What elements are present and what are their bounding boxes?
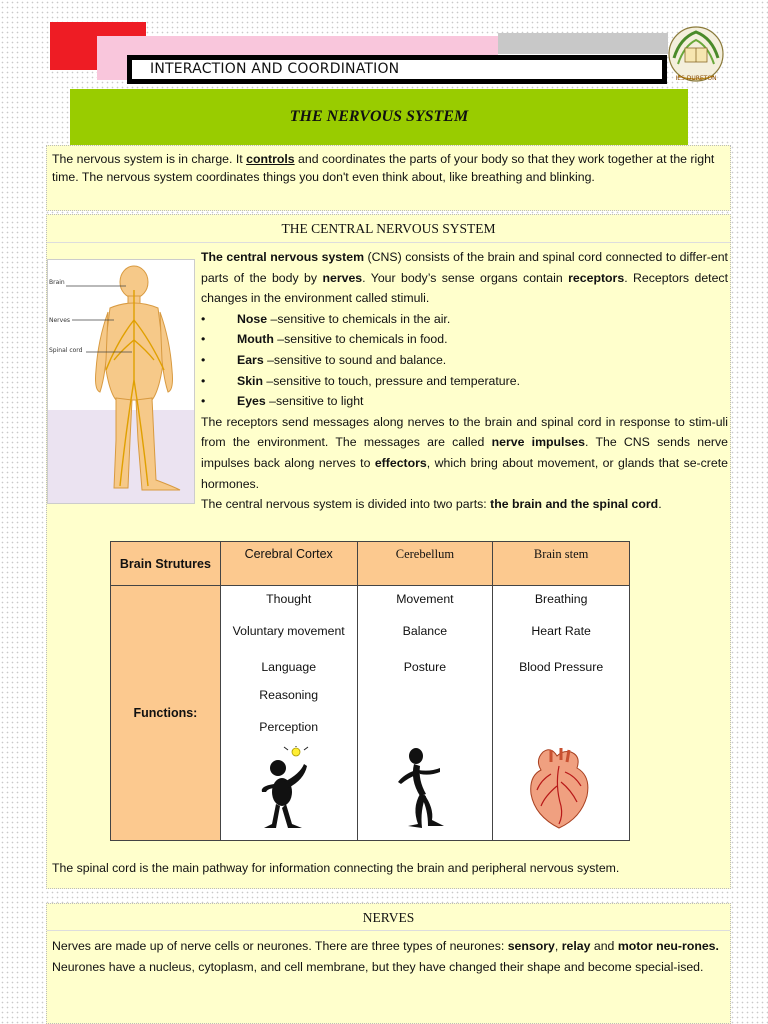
- list-item: Thought: [266, 592, 312, 606]
- cns-heading: THE CENTRAL NERVOUS SYSTEM: [47, 216, 730, 243]
- list-item: Breathing: [534, 592, 588, 606]
- list-item: • Mouth –sensitive to chemicals in food.: [201, 329, 728, 350]
- section-title: INTERACTION AND COORDINATION: [150, 61, 400, 77]
- table-corner-header: Brain Strutures: [111, 542, 221, 586]
- list-item: Language: [261, 660, 317, 674]
- nervous-system-figure: [47, 259, 195, 504]
- table-row: [111, 586, 630, 841]
- cns-paragraph-2: The receptors send messages along nerves to the brain and spinal cord in response to stim-uli from the environment. The messages are called nerve impulses. The CNS sends nerve impulses back along nerves to effectors, which bring about movement, or glands that se-crete hormones.: [201, 414, 729, 491]
- list-item: Posture: [403, 660, 447, 674]
- list-item: Movement: [396, 592, 454, 606]
- nerves-heading: NERVES: [47, 905, 730, 931]
- controls-link[interactable]: controls: [246, 152, 295, 166]
- figure-label-nerves: Nerves: [49, 317, 71, 324]
- school-logo: [666, 24, 726, 88]
- column-header-cerebral-cortex: Cerebral Cortex: [220, 542, 357, 586]
- figure-label-brain: Brain: [49, 279, 65, 286]
- page-title: THE NERVOUS SYSTEM: [289, 108, 469, 125]
- figure-label-spinal-cord: Spinal cord: [49, 347, 83, 354]
- header-grey-band: [498, 33, 668, 54]
- svg-text:IES DURETON: IES DURETON: [675, 75, 717, 82]
- heart-image: [493, 746, 629, 836]
- cerebellum-functions: [357, 586, 493, 841]
- column-header-brain-stem: Brain stem: [493, 542, 630, 586]
- intro-paragraph: The nervous system is in charge. It controls and coordinates the parts of your body so that they work together at the right time. The nervous system coordinates things you don't even think about, like breathing and blinking.: [52, 152, 715, 184]
- nerves-body-text: [52, 936, 727, 977]
- nerves-paragraph-2: Neurones have a nucleus, cytoplasm, and cell membrane, but they have changed their shape and become special-ised.: [52, 959, 704, 974]
- brain-stem-functions: [493, 586, 630, 841]
- page-title-banner: [70, 89, 688, 145]
- list-item: • Ears –sensitive to sound and balance.: [201, 350, 728, 371]
- brain-structures-table: [110, 541, 630, 841]
- cns-paragraph-3: The central nervous system is divided into two parts: the brain and the spinal cord.: [201, 497, 662, 512]
- list-item: • Nose –sensitive to chemicals in the air.: [201, 309, 728, 330]
- list-item: • Skin –sensitive to touch, pressure and temperature.: [201, 371, 728, 392]
- sense-organs-list: [201, 309, 728, 412]
- spinal-cord-note: The spinal cord is the main pathway for information connecting the brain and peripheral nervous system.: [52, 861, 620, 875]
- list-item: Balance: [402, 624, 448, 638]
- nerves-paragraph-1: Nerves are made up of nerve cells or neurones. There are three types of neurones: sensory, relay and motor neu-rones.: [52, 939, 719, 953]
- cerebral-cortex-functions: [220, 586, 357, 841]
- list-item: Voluntary movement: [232, 624, 345, 638]
- functions-row-label: Functions:: [111, 586, 221, 841]
- list-item: Reasoning: [259, 688, 319, 702]
- column-header-cerebellum: Cerebellum: [357, 542, 493, 586]
- cns-body-text: [201, 247, 728, 515]
- list-item: • Eyes –sensitive to light: [201, 391, 728, 412]
- list-item: Heart Rate: [531, 624, 591, 638]
- thinking-figure-image: [221, 746, 357, 836]
- cns-paragraph-1: The central nervous system (CNS) consists of the brain and spinal cord connected to differ-ent parts of the body by nerves. Your body’s sense organs contain receptors. Receptors detect changes in the environment called stimuli.: [201, 250, 728, 306]
- list-item: Blood Pressure: [519, 660, 604, 674]
- list-item: Perception: [259, 720, 319, 734]
- table-header-row: [111, 542, 630, 586]
- walking-figure-image: [358, 746, 493, 836]
